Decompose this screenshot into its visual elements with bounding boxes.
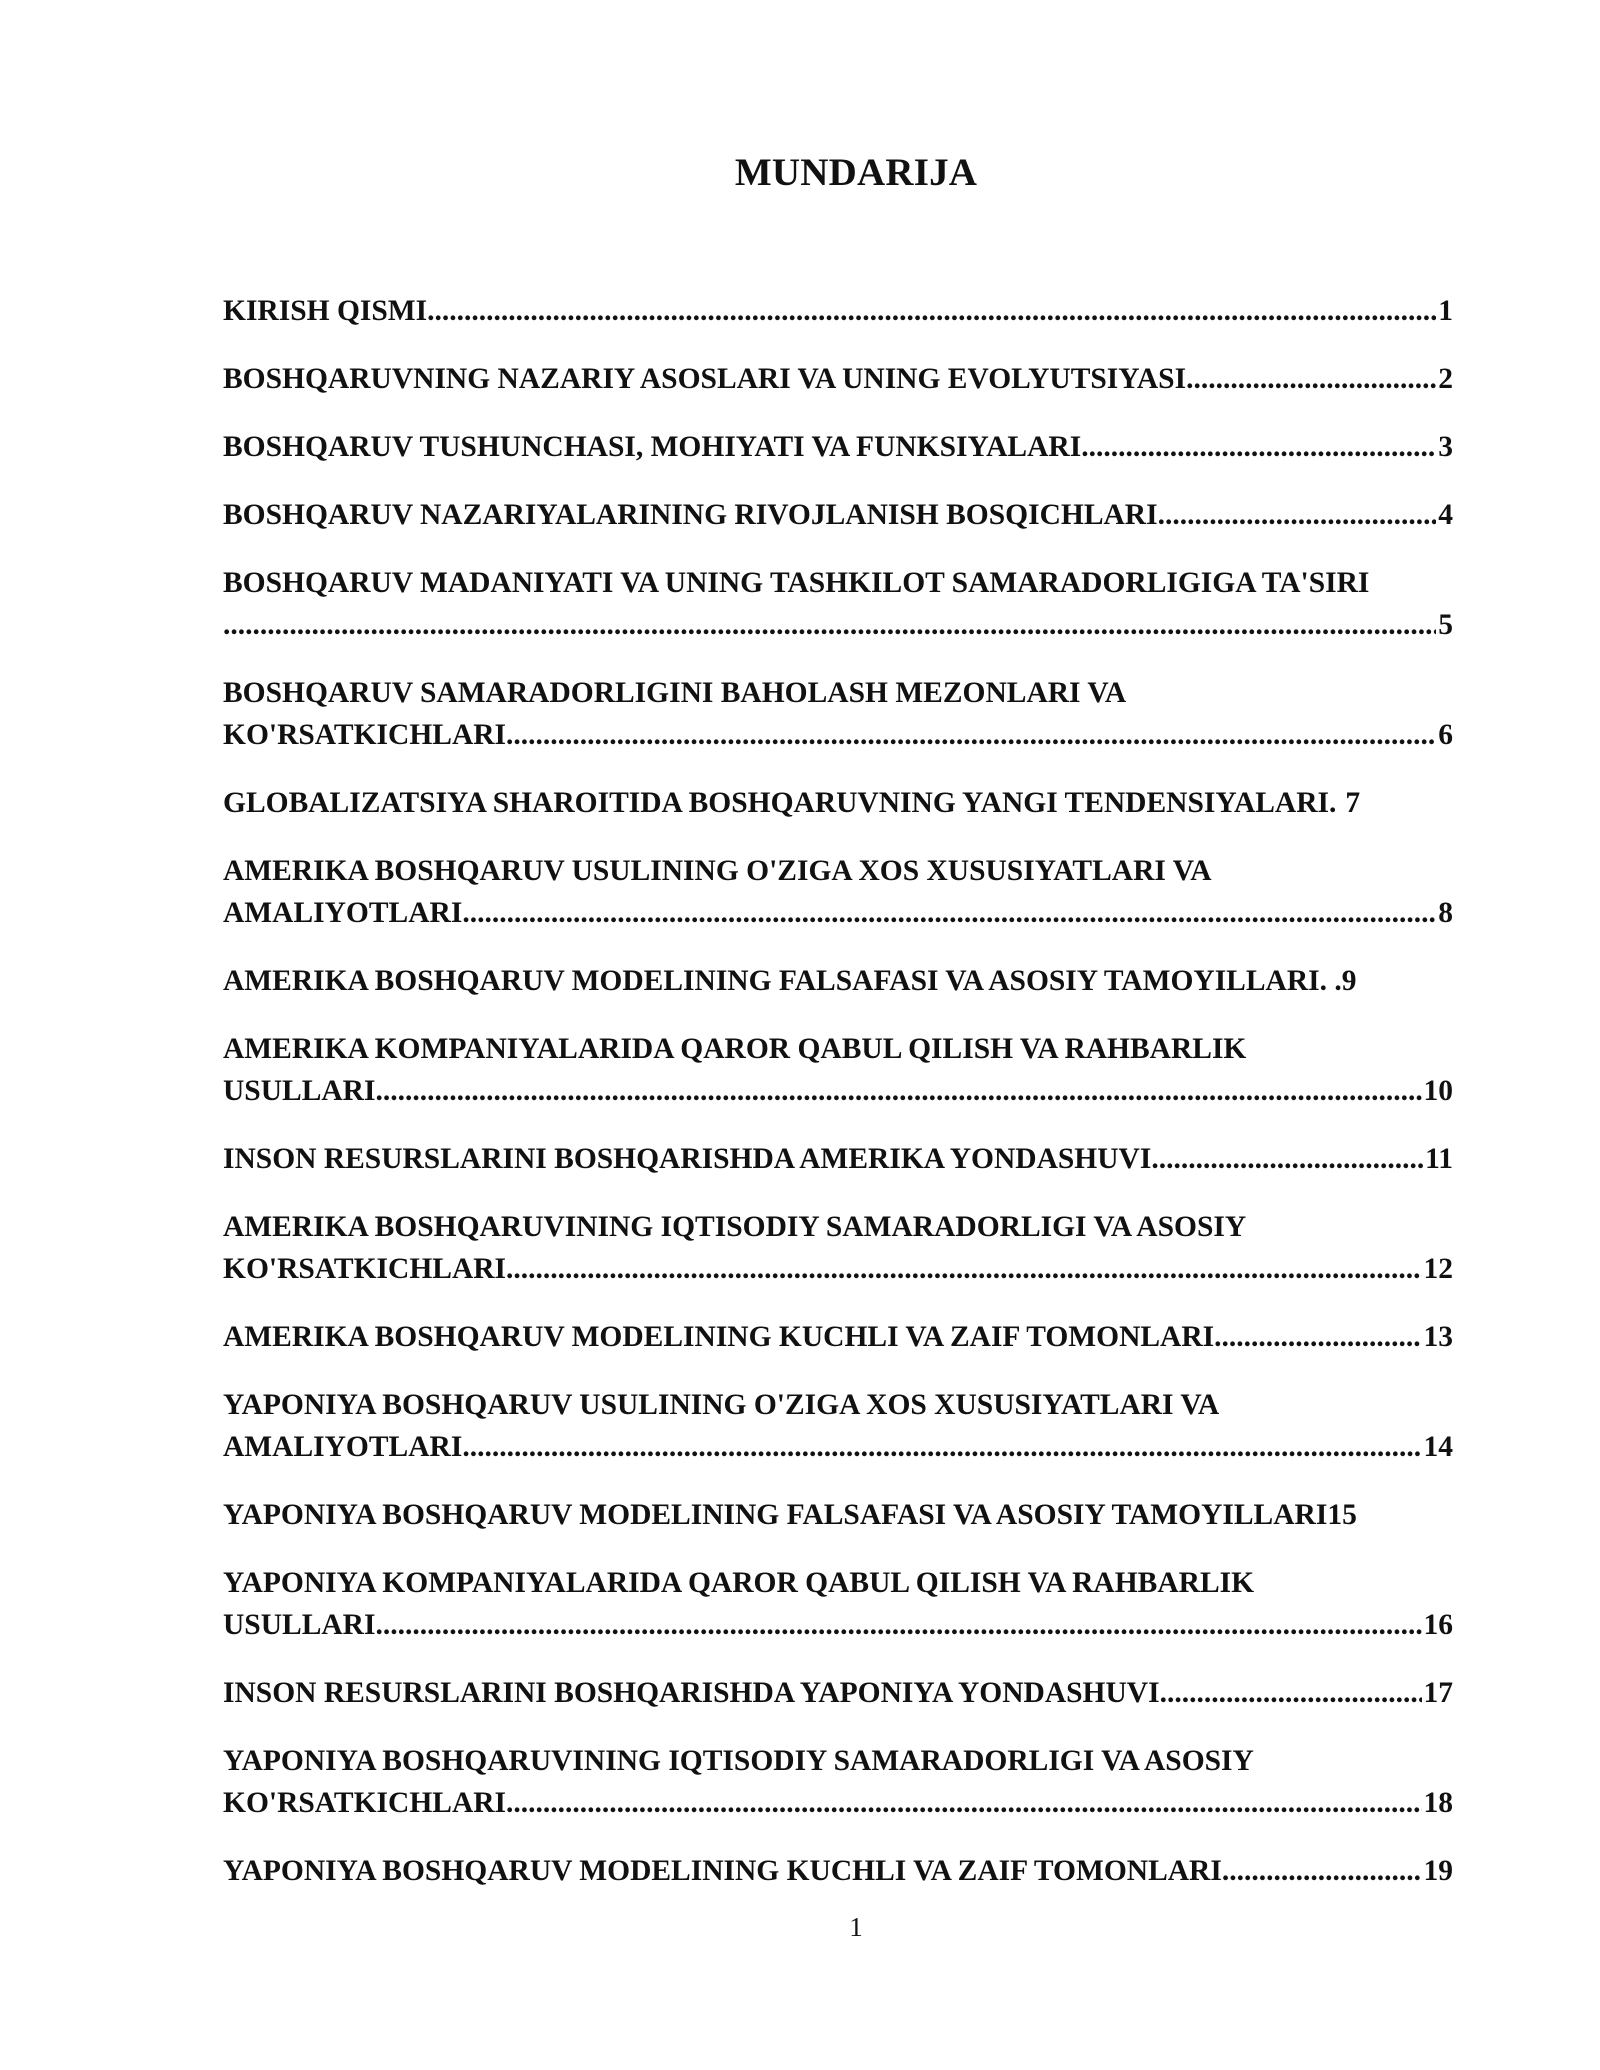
toc-entry[interactable] [223,960,1453,1002]
toc-entry-page: 18 [1423,1787,1453,1819]
toc-entry-page: 2 [1438,363,1453,395]
toc-entry-title: KO'RSATKICHLARI [223,719,507,751]
toc-entry-page: 4 [1438,499,1453,531]
toc-leader-dots [1214,1316,1421,1358]
toc-entry[interactable] [223,1494,1453,1536]
toc-entry[interactable] [223,672,1453,756]
toc-entry-title-line: AMERIKA BOSHQARUVINING IQTISODIY SAMARADORLIGI VA ASOSIY [223,1211,1247,1243]
toc-entry-title: INSON RESURSLARINI BOSHQARISHDA YAPONIYA YONDASHUVI [223,1677,1160,1709]
toc-entry[interactable] [223,782,1453,824]
toc-entry-title: BOSHQARUV NAZARIYALARINING RIVOJLANISH BOSQICHLARI [223,499,1158,531]
toc-entry[interactable] [223,1316,1453,1358]
toc-entry-title: KO'RSATKICHLARI [223,1253,507,1285]
toc-entry[interactable] [223,1672,1453,1714]
toc-leader-dots [506,1782,1421,1824]
toc-entry[interactable] [223,494,1453,536]
toc-entry-page: 7 [1345,787,1361,819]
toc-leader-dots [375,1070,1421,1112]
toc-entry-title: BOSHQARUVNING NAZARIY ASOSLARI VA UNING EVOLYUTSIYASI [223,363,1187,395]
toc-leader-dots [1186,358,1436,400]
toc-entry-title: USULLARI [223,1075,376,1107]
toc-entry-title-line: BOSHQARUV SAMARADORLIGINI BAHOLASH MEZONLARI VA [223,677,1127,709]
toc-entry-title-line: YAPONIYA BOSHQARUV USULINING O'ZIGA XOS XUSUSIYATLARI VA [223,1389,1220,1421]
toc-entry-page: 15 [1327,1499,1357,1531]
table-of-contents [223,290,1453,1918]
toc-entry[interactable] [223,1850,1453,1892]
toc-entry-page: 11 [1425,1143,1453,1175]
toc-entry-title: USULLARI [223,1609,376,1641]
toc-leader-dots [462,1426,1421,1468]
toc-entry-title: AMALIYOTLARI [223,1431,463,1463]
toc-entry[interactable] [223,1138,1453,1180]
toc-entry-title: AMERIKA BOSHQARUV MODELINING FALSAFASI VA ASOSIY TAMOYILLARI. . [223,965,1342,997]
toc-entry[interactable] [223,1740,1453,1824]
toc-entry-title: INSON RESURSLARINI BOSHQARISHDA AMERIKA YONDASHUVI [223,1143,1152,1175]
toc-entry-page: 5 [1438,609,1453,641]
toc-entry-page: 16 [1423,1609,1453,1641]
toc-entry-page: 17 [1423,1677,1453,1709]
toc-entry-title: KO'RSATKICHLARI [223,1787,507,1819]
toc-entry-title: AMALIYOTLARI [223,897,463,929]
toc-entry[interactable] [223,1206,1453,1290]
toc-entry-title: GLOBALIZATSIYA SHAROITIDA BOSHQARUVNING YANGI TENDENSIYALARI. [223,787,1337,819]
toc-leader-dots [1160,1672,1422,1714]
toc-entry-title: BOSHQARUV TUSHUNCHASI, MOHIYATI VA FUNKSIYALARI [223,431,1082,463]
toc-entry[interactable] [223,290,1453,332]
toc-leader-dots [223,604,1436,646]
toc-leader-dots [375,1604,1421,1646]
toc-entry-page: 12 [1423,1253,1453,1285]
toc-entry[interactable] [223,358,1453,400]
page-number: 1 [849,1912,863,1942]
toc-entry-page: 10 [1423,1075,1453,1107]
toc-entry-page: 13 [1423,1321,1453,1353]
toc-entry-title: YAPONIYA BOSHQARUV MODELINING FALSAFASI VA ASOSIY TAMOYILLARI [223,1499,1328,1531]
toc-leader-dots [506,1248,1421,1290]
page-title: MUNDARIJA [734,151,978,194]
toc-entry-title: AMERIKA BOSHQARUV MODELINING KUCHLI VA ZAIF TOMONLARI [223,1321,1215,1353]
toc-leader-dots [1222,1850,1422,1892]
toc-entry[interactable] [223,1028,1453,1112]
toc-entry-title-line: AMERIKA KOMPANIYALARIDA QAROR QABUL QILISH VA RAHBARLIK [223,1033,1247,1065]
toc-entry-title-line: AMERIKA BOSHQARUV USULINING O'ZIGA XOS XUSUSIYATLARI VA [223,855,1212,887]
toc-entry-page: 19 [1423,1855,1453,1887]
toc-entry[interactable] [223,1384,1453,1468]
toc-entry-title-line: YAPONIYA BOSHQARUVINING IQTISODIY SAMARADORLIGI VA ASOSIY [223,1745,1254,1777]
toc-entry[interactable] [223,850,1453,934]
toc-entry-title: YAPONIYA BOSHQARUV MODELINING KUCHLI VA ZAIF TOMONLARI [223,1855,1222,1887]
toc-entry-title: KIRISH QISMI [223,295,428,327]
toc-leader-dots [506,714,1436,756]
toc-entry[interactable] [223,1562,1453,1646]
toc-leader-dots [462,892,1436,934]
toc-leader-dots [427,290,1436,332]
toc-entry-page: 3 [1438,431,1453,463]
toc-entry[interactable] [223,426,1453,468]
toc-entry-title-line: YAPONIYA KOMPANIYALARIDA QAROR QABUL QILISH VA RAHBARLIK [223,1567,1255,1599]
toc-entry-title-line: BOSHQARUV MADANIYATI VA UNING TASHKILOT SAMARADORLIGIGA TA'SIRI [223,567,1370,599]
toc-entry-page: 8 [1438,897,1453,929]
toc-entry[interactable] [223,562,1453,646]
toc-entry-page: 1 [1438,295,1453,327]
toc-leader-dots [1151,1138,1423,1180]
toc-entry-page: 14 [1423,1431,1453,1463]
toc-leader-dots [1081,426,1436,468]
toc-entry-page: 9 [1341,965,1357,997]
toc-leader-dots [1158,494,1437,536]
toc-entry-page: 6 [1438,719,1453,751]
